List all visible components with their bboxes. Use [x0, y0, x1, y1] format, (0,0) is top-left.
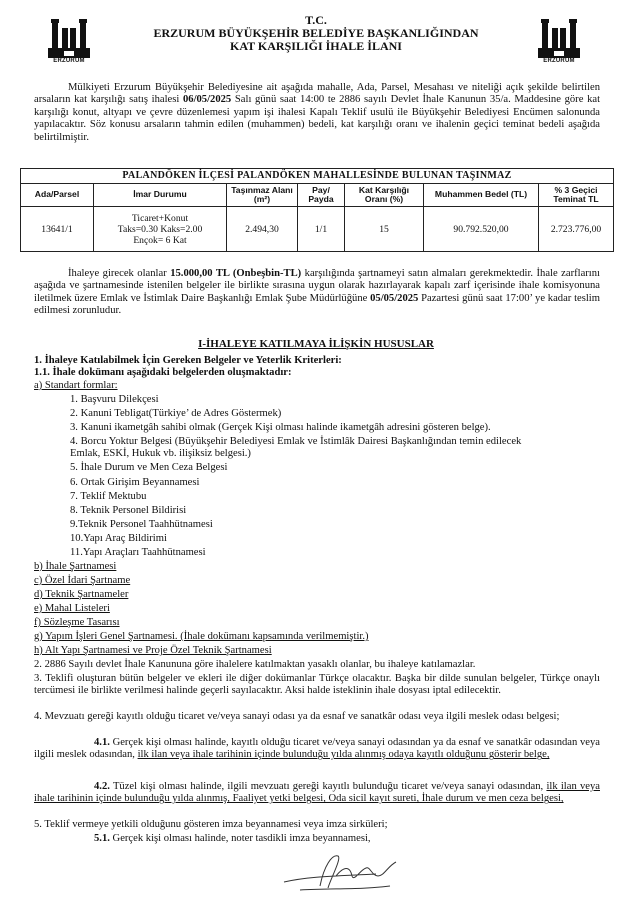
item-4-1: 4.1. Gerçek kişi olması halinde, kayıtlı olduğu ticaret ve/veya sanayi odasından ya da esnaf ve sanatkâr odasından veya ilgili meslek odasından, ilk ilan veya ihale tarihinin içinde bulunduğu yılda alınmış odaya kayıtlı olduğunu gösterir belge,	[34, 737, 600, 761]
item-2: 2. 2886 Sayılı devlet İhale Kanununa göre ihalelere katılmaktan yasaklı olanlar, bu ihaleye katılamazlar.	[34, 659, 476, 670]
col-header: % 3 Geçici Teminat TL	[539, 184, 614, 207]
cell-alan: 2.494,30	[227, 207, 298, 252]
form-item: 8. Teknik Personel Bildirisi	[70, 505, 187, 516]
doc-item: g) Yapım İşleri Genel Şartnamesi. (İhale dokümanı kapsamında verilmemiştir.)	[34, 631, 369, 642]
municipality-logo-left	[46, 18, 92, 68]
form-item: 4. Borcu Yoktur Belgesi (Büyükşehir Belediyesi Emlak ve İstimlâk Dairesi Başkanlığından temin edilecek	[70, 436, 522, 447]
form-item: 1. Başvuru Dilekçesi	[70, 394, 159, 405]
property-table	[20, 168, 614, 252]
form-item: 6. Ortak Girişim Beyannamesi	[70, 477, 200, 488]
doc-item: b) İhale Şartnamesi	[34, 561, 117, 572]
doc-item: c) Özel İdari Şartname	[34, 575, 131, 586]
submission-paragraph: İhaleye girecek olanlar 15.000,00 TL (Onbeşbin-TL) karşılığında şartnameyi satın almaları gerekmektedir. İhale zarflarını aşağıda ve şartnamesinde istenilen belgeler ile birlikte sırasına uygun olarak hazırlayarak kapalı zarf içerisinde ihale komisyonuna iletilmek üzere Emlak ve İstimlak Daire Başkanlığı Emlak Şube Müdürlüğüne 05/05/2025 Pazartesi günü saat 17:00’ ye kadar teslim edilmesi zorunludur.	[34, 268, 600, 317]
header-tc: T.C.	[305, 13, 327, 27]
item-1-1: 1.1. İhale dokümanı aşağıdaki belgelerden oluşmaktadır:	[34, 367, 292, 378]
header-institution: ERZURUM BÜYÜKŞEHİR BELEDİYE BAŞKANLIĞINDAN	[153, 26, 479, 40]
item-1: 1. İhaleye Katılabilmek İçin Gereken Belgeler ve Yeterlik Kriterleri:	[34, 355, 342, 366]
item-5-1: 5.1. Gerçek kişi olması halinde, noter tasdikli imza beyannamesi,	[94, 833, 371, 844]
cell-imar: Ticaret+Konut Taks=0.30 Kaks=2.00 Ençok= 6 Kat	[94, 207, 227, 252]
cell-teminat: 2.723.776,00	[550, 223, 602, 235]
item-5: 5. Teklif vermeye yetkili olduğunu gösteren imza beyannamesi veya imza sirküleri;	[34, 819, 388, 830]
cell-pay: 1/1	[298, 207, 345, 252]
col-header: İmar Durumu	[94, 184, 227, 207]
col-header: Taşınmaz Alanı (m²)	[227, 184, 298, 207]
logo-caption: ERZURUM	[53, 58, 85, 64]
section-title: I-İHALEYE KATILMAYA İLİŞKİN HUSUSLAR	[198, 338, 434, 350]
form-item: 10.Yapı Araç Bildirimi	[70, 533, 167, 544]
col-header: Ada/Parsel	[21, 184, 94, 207]
cell-bedel: 90.792.520,00	[424, 207, 539, 252]
doc-item: d) Teknik Şartnameler	[34, 589, 129, 600]
doc-item: e) Mahal Listeleri	[34, 603, 110, 614]
col-header: Pay/ Payda	[298, 184, 345, 207]
item-3: 3. Teklifi oluşturan bütün belgeler ve ekleri ile diğer dokümanlar Türkçe olacaktır. Başka bir dilde sunulan belgeler, Türkçe onaylı tercümesi ile birlikte verilmesi halinde geçerli sayılacaktır. Aksi halde isteklinin ihale dosyası iptal edilecektir.	[34, 673, 600, 697]
form-item: Emlak, ESKİ, Hukuk vb. ilişiksiz belgesi.)	[70, 448, 251, 459]
form-item: 3. Kanuni ikametgâh sahibi olmak (Gerçek Kişi olması halinde ikametgâh adresini gösteren belge).	[70, 422, 491, 433]
logo-caption: ERZURUM	[543, 58, 575, 64]
table-title: PALANDÖKEN İLÇESİ PALANDÖKEN MAHALLESİNDE BULUNAN TAŞINMAZ	[21, 169, 613, 184]
form-item: 11.Yapı Araçları Taahhütnamesi	[70, 547, 206, 558]
table-row	[21, 207, 613, 252]
item-4: 4. Mevzuatı gereği kayıtlı olduğu ticaret ve/veya sanayi odası ya da esnaf ve sanatkâr odası veya ilgili meslek odası belgesi;	[34, 711, 560, 722]
deadline-date: 05/05/2025	[370, 292, 419, 304]
document-header	[120, 14, 512, 53]
doc-item: h) Alt Yapı Şartnamesi ve Proje Özel Teknik Şartnamesi	[34, 645, 272, 656]
item-4-2: 4.2. Tüzel kişi olması halinde, ilgili mevzuatı gereği kayıtlı bulunduğu ticaret ve/veya sanayi odasından, ilk ilan veya ihale tarihinin içinde bulunduğu yılda alınmış, Faaliyet yetki belgesi, Oda sicil kayıt sureti, İhale durum ve men ceza belgesi,	[34, 781, 600, 805]
form-item: 7. Teklif Mektubu	[70, 491, 147, 502]
col-header: Muhammen Bedel (TL)	[424, 184, 539, 207]
form-item: 5. İhale Durum ve Men Ceza Belgesi	[70, 462, 228, 473]
header-title: KAT KARŞILIĞI İHALE İLANI	[230, 39, 402, 53]
table-header-row	[21, 184, 613, 207]
col-header: Kat Karşılığı Oranı (%)	[345, 184, 424, 207]
doc-item: f) Sözleşme Tasarısı	[34, 617, 120, 628]
form-item: 2. Kanuni Tebligat(Türkiye’ de Adres Göstermek)	[70, 408, 282, 419]
intro-paragraph: Mülkiyeti Erzurum Büyükşehir Belediyesine ait aşağıda mahalle, Ada, Parsel, Mesahası ve niteliği açık şekilde belirtilen arsaların kat karşılığı satış ihalesi 06/05/2025 Salı günü saat 14:00 te 2886 sayılı Devlet İhale Kanunun 35/a. Maddesine göre kat karşılığı konut, altyapı ve çevre düzenlemesi yapım işi ihalesi Kapalı Teklif usulü ile Büyükşehir Belediyesi Encümen salonunda yapılacaktır. Söz konusu arsaların tahmin edilen (muhammen) bedeli, kat karşılığı oranı ve ihalenin geçici teminat bedeli aşağıda belirtilmiştir.	[34, 82, 601, 143]
spec-price: 15.000,00 TL (Onbeşbin-TL)	[170, 268, 302, 279]
auction-date: 06/05/2025	[182, 94, 232, 106]
signature	[280, 846, 410, 896]
cell-oran: 15	[345, 207, 424, 252]
municipality-logo-right	[536, 18, 582, 68]
form-item: 9.Teknik Personel Taahhütnamesi	[70, 519, 213, 530]
standard-forms-title: a) Standart formlar:	[34, 380, 118, 391]
cell-ada-parsel: 13641/1	[21, 207, 94, 252]
